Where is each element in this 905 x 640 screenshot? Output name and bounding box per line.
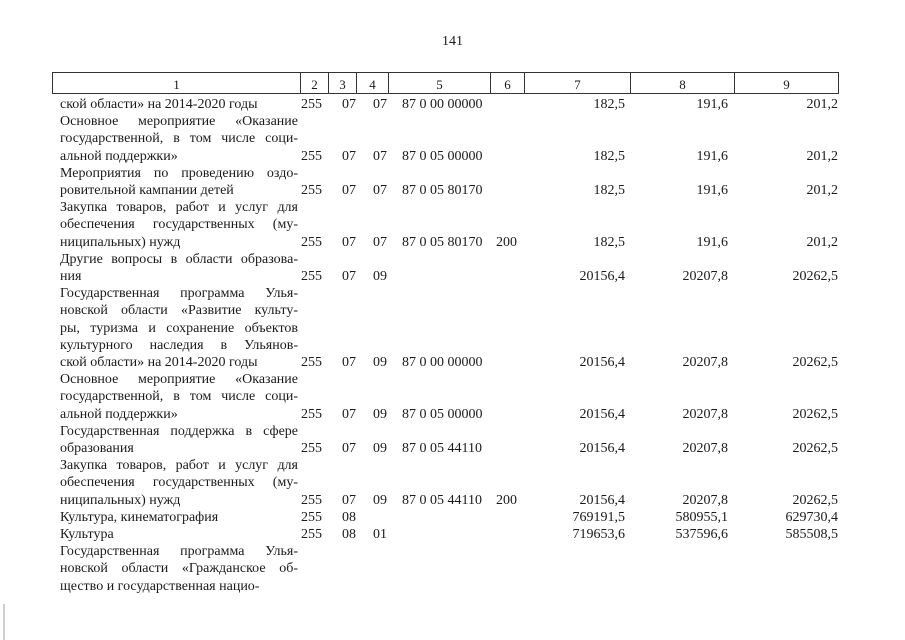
- cell-c3: 07: [342, 440, 356, 456]
- row-description: [60, 543, 298, 595]
- row-description-line: Государственная программа Улья-: [60, 286, 298, 302]
- cell-c8: 580955,1: [675, 509, 728, 525]
- scan-artifact: [3, 604, 5, 640]
- row-description-line: Другие вопросы в области образова-: [60, 251, 298, 267]
- header-col-1: 1: [53, 73, 301, 93]
- row-description: [60, 526, 298, 543]
- cell-c7: 182,5: [593, 148, 625, 164]
- row-description-line: ской области» на 2014-2020 годы: [60, 355, 258, 370]
- cell-c3: 08: [342, 527, 356, 542]
- cell-c5: 87 0 05 00000: [402, 406, 483, 422]
- row-description: [60, 165, 298, 199]
- row-description-line: Основное мероприятие «Оказание: [60, 114, 298, 130]
- cell-c9: 20262,5: [792, 406, 838, 422]
- cell-c4: 09: [373, 406, 387, 422]
- row-description-line: Закупка товаров, работ и услуг для: [60, 458, 298, 474]
- cell-c8: 20207,8: [682, 354, 728, 370]
- row-description: [60, 113, 298, 165]
- cell-c6: 200: [496, 492, 517, 508]
- cell-c4: 09: [373, 492, 387, 508]
- cell-c3: 07: [342, 182, 356, 198]
- row-description-line: обеспечения государственных (му-: [60, 217, 298, 233]
- cell-c3: 07: [342, 354, 356, 370]
- cell-c5: 87 0 00 00000: [402, 97, 483, 112]
- cell-c8: 20207,8: [682, 268, 728, 284]
- cell-c4: 09: [373, 268, 387, 284]
- cell-c8: 191,6: [696, 148, 728, 164]
- row-description: [60, 285, 298, 371]
- cell-c3: 07: [342, 234, 356, 250]
- cell-c7: 719653,6: [572, 527, 625, 542]
- cell-c5: 87 0 05 44110: [402, 440, 482, 456]
- cell-c2: 255: [301, 182, 322, 198]
- cell-c4: 07: [373, 148, 387, 164]
- cell-c5: 87 0 05 80170: [402, 234, 483, 250]
- cell-c3: 08: [342, 509, 356, 525]
- cell-c8: 20207,8: [682, 406, 728, 422]
- header-col-3: 3: [329, 73, 357, 93]
- cell-c7: 20156,4: [579, 440, 625, 456]
- cell-c2: 255: [301, 234, 322, 250]
- row-description-line: Культура, кинематография: [60, 509, 219, 525]
- cell-c8: 191,6: [696, 97, 728, 112]
- cell-c8: 537596,6: [675, 527, 728, 542]
- cell-c2: 255: [301, 354, 322, 370]
- cell-c2: 255: [301, 406, 322, 422]
- row-description: [60, 96, 298, 113]
- cell-c9: 201,2: [806, 97, 838, 112]
- cell-c4: 07: [373, 234, 387, 250]
- cell-c7: 182,5: [593, 182, 625, 198]
- cell-c2: 255: [301, 268, 322, 284]
- row-description-line: новской области «Гражданское об-: [60, 561, 298, 577]
- cell-c2: 255: [301, 492, 322, 508]
- cell-c2: 255: [301, 148, 322, 164]
- row-description-line: Культура: [60, 527, 114, 542]
- row-description: [60, 251, 298, 285]
- row-description-line: щество и государственная нацио-: [60, 578, 260, 594]
- cell-c3: 07: [342, 148, 356, 164]
- cell-c3: 07: [342, 492, 356, 508]
- row-description-line: альной поддержки»: [60, 406, 178, 422]
- cell-c2: 255: [301, 527, 322, 542]
- row-description: [60, 423, 298, 457]
- row-description-line: ровительной кампании детей: [60, 183, 234, 198]
- cell-c9: 201,2: [806, 148, 838, 164]
- row-description-line: государственной, в том числе соци-: [60, 389, 298, 405]
- row-description-line: Государственная программа Улья-: [60, 544, 298, 560]
- row-description-line: Мероприятия по проведению оздо-: [60, 165, 298, 181]
- cell-c3: 07: [342, 406, 356, 422]
- cell-c8: 20207,8: [682, 440, 728, 456]
- cell-c4: 09: [373, 354, 387, 370]
- row-description: [60, 199, 298, 251]
- table-header: [52, 72, 839, 94]
- cell-c5: 87 0 05 00000: [402, 148, 483, 164]
- row-description: [60, 371, 298, 423]
- row-description-line: ры, туризма и сохранение объектов: [60, 320, 298, 336]
- cell-c3: 07: [342, 268, 356, 284]
- cell-c9: 201,2: [806, 234, 838, 250]
- cell-c7: 182,5: [593, 97, 625, 112]
- header-col-5: 5: [389, 73, 491, 93]
- cell-c5: 87 0 00 00000: [402, 354, 483, 370]
- cell-c4: 07: [373, 182, 387, 198]
- header-col-8: 8: [631, 73, 735, 93]
- cell-c8: 191,6: [696, 182, 728, 198]
- cell-c9: 201,2: [806, 182, 838, 198]
- cell-c9: 20262,5: [792, 268, 838, 284]
- cell-c4: 09: [373, 440, 387, 456]
- row-description-line: образования: [60, 441, 134, 456]
- cell-c8: 20207,8: [682, 492, 728, 508]
- cell-c9: 20262,5: [792, 440, 838, 456]
- header-col-6: 6: [491, 73, 525, 93]
- row-description-line: новской области «Развитие культу-: [60, 303, 298, 319]
- cell-c7: 182,5: [593, 234, 625, 250]
- row-description-line: ниципальных) нужд: [60, 492, 181, 508]
- cell-c4: 07: [373, 97, 387, 112]
- cell-c8: 191,6: [696, 234, 728, 250]
- header-col-2: 2: [301, 73, 329, 93]
- cell-c7: 20156,4: [579, 268, 625, 284]
- row-description-line: государственной, в том числе соци-: [60, 131, 298, 147]
- cell-c2: 255: [301, 97, 322, 112]
- cell-c9: 20262,5: [792, 492, 838, 508]
- row-description-line: культурного наследия в Ульянов-: [60, 337, 298, 353]
- cell-c7: 769191,5: [572, 509, 625, 525]
- cell-c4: 01: [373, 527, 387, 542]
- cell-c2: 255: [301, 509, 322, 525]
- cell-c5: 87 0 05 44110: [402, 492, 482, 508]
- row-description-line: ской области» на 2014-2020 годы: [60, 97, 258, 112]
- row-description: [60, 457, 298, 509]
- row-description-line: Основное мероприятие «Оказание: [60, 372, 298, 388]
- header-col-9: 9: [783, 77, 790, 92]
- cell-c7: 20156,4: [579, 492, 625, 508]
- cell-c7: 20156,4: [579, 406, 625, 422]
- row-description-line: ниципальных) нужд: [60, 234, 181, 250]
- header-col-4: 4: [357, 73, 389, 93]
- header-col-7: 7: [525, 73, 631, 93]
- cell-c2: 255: [301, 440, 322, 456]
- row-description-line: ния: [60, 269, 82, 284]
- cell-c3: 07: [342, 97, 356, 112]
- cell-c7: 20156,4: [579, 354, 625, 370]
- cell-c9: 629730,4: [785, 509, 838, 525]
- cell-c6: 200: [496, 234, 517, 250]
- row-description: [60, 509, 298, 526]
- page-number: 141: [442, 34, 463, 49]
- row-description-line: обеспечения государственных (му-: [60, 475, 298, 491]
- cell-c5: 87 0 05 80170: [402, 182, 483, 198]
- row-description-line: Закупка товаров, работ и услуг для: [60, 200, 298, 216]
- cell-c9: 585508,5: [785, 527, 838, 542]
- cell-c9: 20262,5: [792, 354, 838, 370]
- row-description-line: Государственная поддержка в сфере: [60, 423, 298, 439]
- row-description-line: альной поддержки»: [60, 148, 178, 164]
